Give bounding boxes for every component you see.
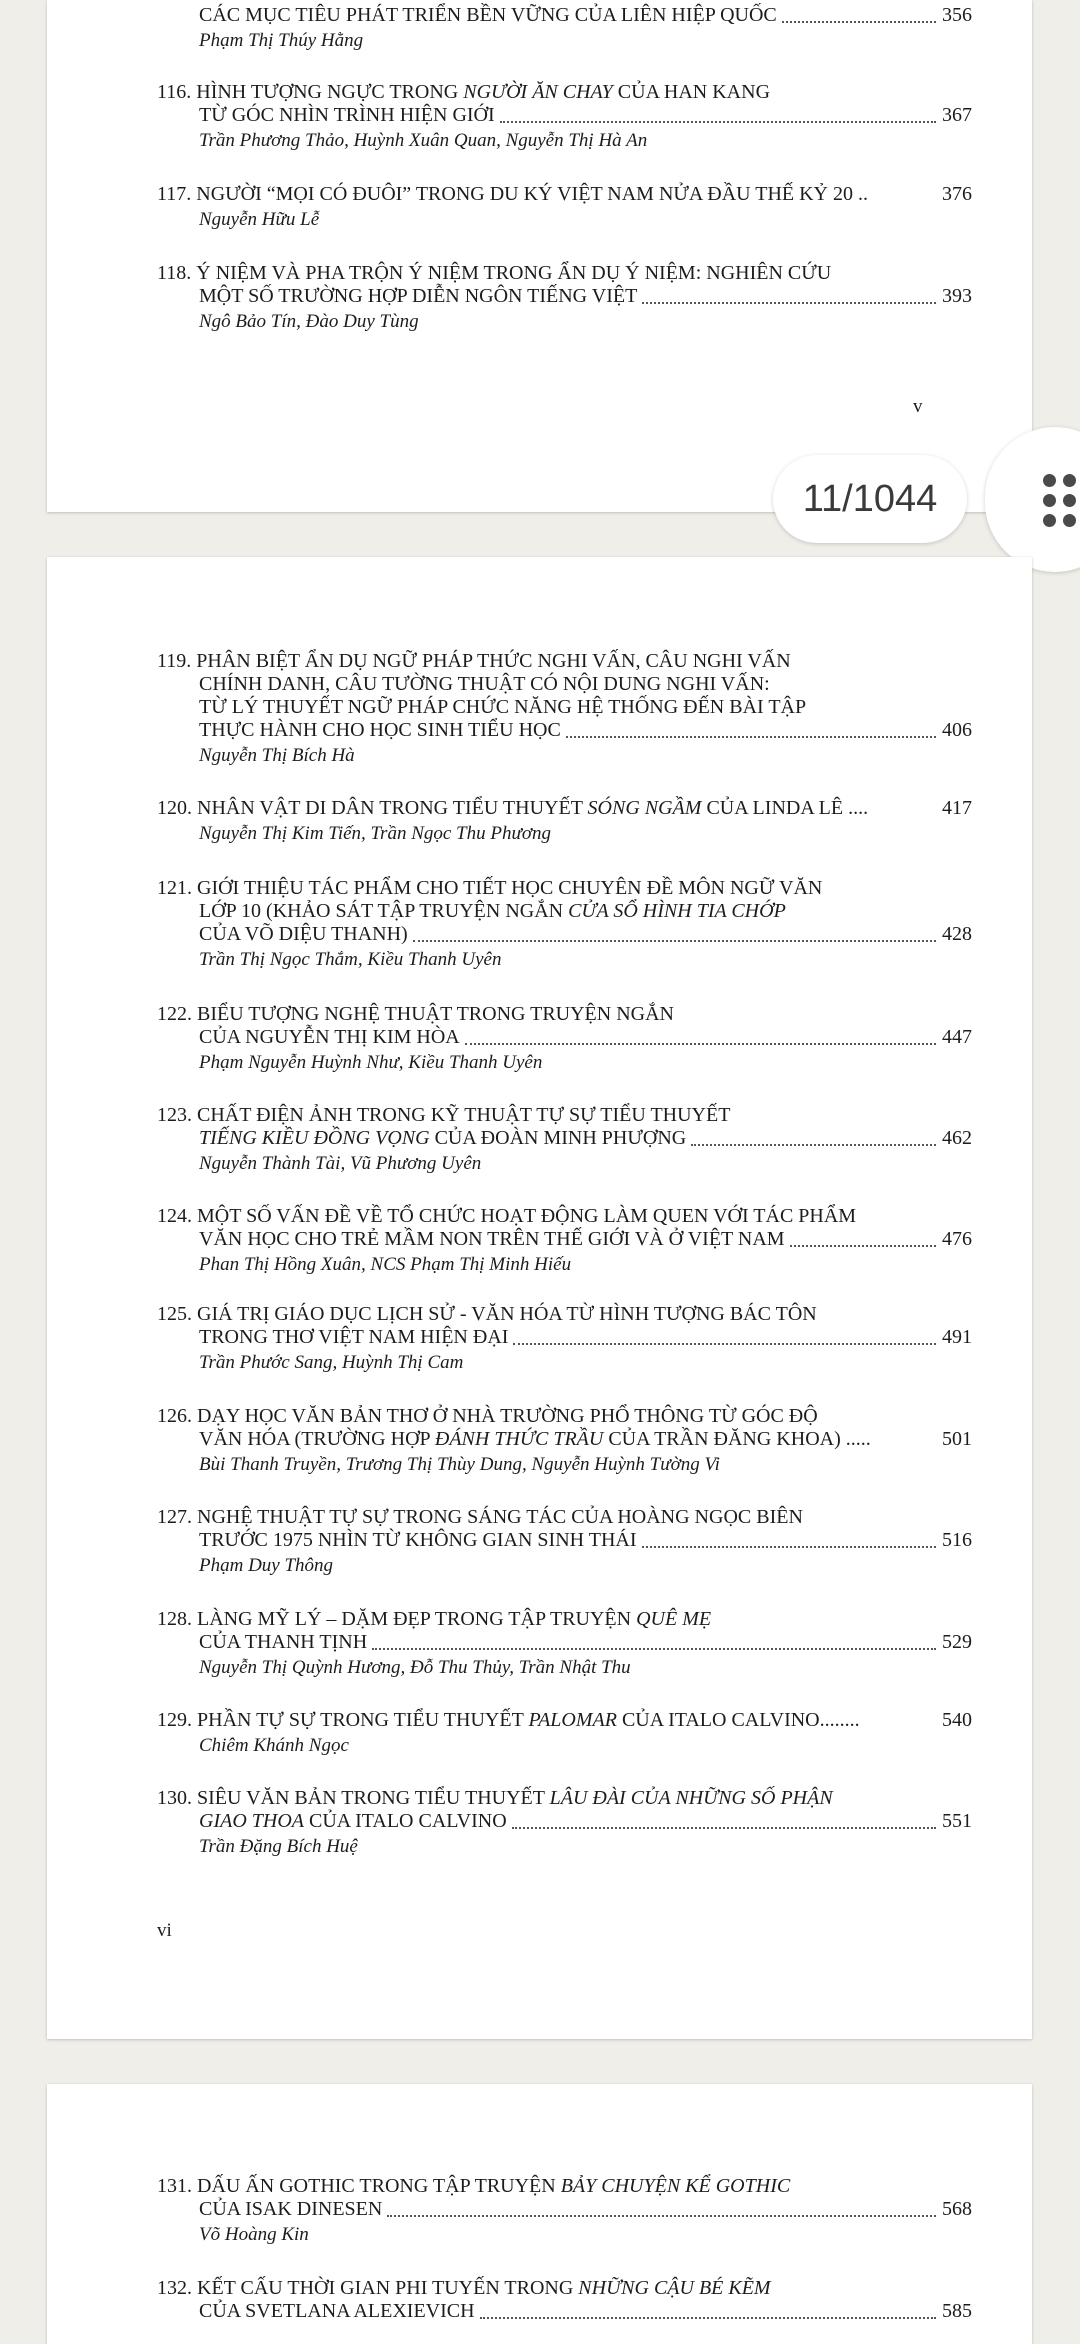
toc-title-line: 126. DẠY HỌC VĂN BẢN THƠ Ở NHÀ TRƯỜNG PHỔ THÔNG TỪ GÓC ĐỘ (157, 1405, 818, 1427)
toc-page-number: 376 (942, 183, 972, 205)
toc-title-line: 123. CHẤT ĐIỆN ẢNH TRONG KỸ THUẬT TỰ SỰ TIỂU THUYẾT (157, 1104, 731, 1126)
toc-authors: Nguyễn Thị Bích Hà (199, 745, 355, 766)
toc-italic-title: SÓNG NGẦM (587, 797, 702, 819)
toc-title-line: 128. LÀNG MỸ LÝ – DẶM ĐẸP TRONG TẬP TRUYỆN (157, 1608, 637, 1630)
toc-authors: Võ Hoàng Kin (199, 2224, 309, 2245)
toc-authors: Phạm Nguyễn Huỳnh Như, Kiều Thanh Uyên (199, 1052, 543, 1073)
toc-title-line: CỦA THANH TỊNH (199, 1631, 368, 1653)
toc-title-line: 121. GIỚI THIỆU TÁC PHẨM CHO TIẾT HỌC CHUYÊN ĐỀ MÔN NGỮ VĂN (157, 877, 823, 899)
toc-entry-124 (157, 1205, 972, 1277)
toc-title-line: MỘT SỐ TRƯỜNG HỢP DIỄN NGÔN TIẾNG VIỆT (199, 285, 638, 307)
toc-title-line: 132. KẾT CẤU THỜI GIAN PHI TUYẾN TRONG (157, 2277, 579, 2299)
toc-authors: Nguyễn Thị Quỳnh Hương, Đỗ Thu Thủy, Trần Nhật Thu (199, 1657, 631, 1678)
toc-authors: Phạm Thị Thúy Hằng (199, 30, 364, 51)
page-folio: vi (157, 1920, 172, 1941)
toc-title-tail: CỦA LINDA LÊ .... (701, 797, 869, 819)
toc-page-number: 447 (942, 1026, 972, 1048)
toc-authors: Nguyễn Thành Tài, Vũ Phương Uyên (199, 1153, 482, 1174)
toc-authors: Trần Phước Sang, Huỳnh Thị Cam (199, 1352, 464, 1373)
toc-title-line: CÁC MỤC TIÊU PHÁT TRIỂN BỀN VỮNG CỦA LIÊN HIỆP QUỐC (199, 4, 777, 26)
toc-entry-117 (157, 183, 972, 232)
toc-authors: Trần Đặng Bích Huệ (199, 1836, 358, 1857)
toc-italic-title: BẢY CHUYỆN KỂ GOTHIC (560, 2175, 791, 2197)
toc-entry-119 (157, 650, 972, 768)
toc-authors: Bùi Thanh Truyền, Trương Thị Thùy Dung, Nguyễn Huỳnh Tường Vi (199, 1454, 720, 1475)
toc-title-line: VĂN HÓA (TRƯỜNG HỢP (199, 1428, 435, 1450)
toc-title-line: LỚP 10 (KHẢO SÁT TẬP TRUYỆN NGẮN (199, 900, 569, 922)
toc-title-line: TRƯỚC 1975 NHÌN TỪ KHÔNG GIAN SINH THÁI (199, 1529, 637, 1551)
toc-page-number: 568 (942, 2198, 972, 2220)
toc-page-number: 516 (942, 1529, 972, 1551)
toc-title-line: TỪ LÝ THUYẾT NGỮ PHÁP CHỨC NĂNG HỆ THỐNG ĐẾN BÀI TẬP (199, 696, 807, 718)
toc-title-line: 117. NGƯỜI “MỌI CÓ ĐUÔI” TRONG DU KÝ VIỆT NAM NỬA ĐẦU THẾ KỶ 20 .. (157, 183, 868, 205)
toc-page-number: 367 (942, 104, 972, 126)
drag-handle-icon (1043, 474, 1077, 528)
toc-entry-123 (157, 1104, 972, 1176)
toc-page-number: 585 (942, 2300, 972, 2322)
toc-page-number: 540 (942, 1709, 972, 1731)
toc-authors: Nguyễn Hữu Lễ (199, 209, 320, 230)
toc-title-line: CHÍNH DANH, CÂU TƯỜNG THUẬT CÓ NỘI DUNG NGHI VẤN: (199, 673, 770, 695)
toc-entry-120 (157, 797, 972, 846)
toc-title-line: 130. SIÊU VĂN BẢN TRONG TIỂU THUYẾT (157, 1787, 550, 1809)
toc-page-number: 462 (942, 1127, 972, 1149)
toc-title-line: 122. BIỂU TƯỢNG NGHỆ THUẬT TRONG TRUYỆN NGẮN (157, 1003, 674, 1025)
toc-title-line: 129. PHẦN TỰ SỰ TRONG TIỂU THUYẾT (157, 1709, 529, 1731)
toc-title-line: 120. NHÂN VẬT DI DÂN TRONG TIỂU THUYẾT (157, 797, 588, 819)
toc-page-number: 356 (942, 4, 972, 26)
toc-title-line: CỦA SVETLANA ALEXIEVICH (199, 2300, 475, 2322)
toc-page-number: 551 (942, 1810, 972, 1832)
toc-entry-128 (157, 1608, 972, 1680)
toc-italic-title: CỬA SỔ HÌNH TIA CHỚP (568, 900, 786, 922)
toc-title-tail: CỦA HAN KANG (612, 81, 771, 103)
toc-title-line: CỦA NGUYỄN THỊ KIM HÒA (199, 1026, 460, 1048)
toc-entry-121 (157, 877, 972, 972)
document-page-11 (47, 557, 1032, 2039)
toc-italic-title: LÂU ĐÀI CỦA NHỮNG SỐ PHẬN (549, 1787, 833, 1809)
toc-italic-title: QUÊ MẸ (636, 1608, 712, 1630)
toc-title-line: 125. GIÁ TRỊ GIÁO DỤC LỊCH SỬ - VĂN HÓA TỪ HÌNH TƯỢNG BÁC TÔN (157, 1303, 817, 1325)
page-folio: v (913, 396, 923, 417)
toc-title-line: CỦA VÕ DIỆU THANH) (199, 923, 408, 945)
toc-italic-title: TIẾNG KIỀU ĐỒNG VỌNG (199, 1127, 430, 1149)
toc-title-line: VĂN HỌC CHO TRẺ MẦM NON TRÊN THẾ GIỚI VÀ Ở VIỆT NAM (199, 1228, 785, 1250)
toc-title-line: TRONG THƠ VIỆT NAM HIỆN ĐẠI (199, 1326, 509, 1348)
toc-italic-title-cont: GIAO THOA (199, 1810, 304, 1832)
toc-page-number: 529 (942, 1631, 972, 1653)
toc-entry-126 (157, 1405, 972, 1477)
toc-entry-125 (157, 1303, 972, 1375)
document-page-10 (47, 0, 1032, 512)
toc-authors: Phan Thị Hồng Xuân, NCS Phạm Thị Minh Hiếu (199, 1254, 572, 1275)
toc-page-number: 428 (942, 923, 972, 945)
toc-title-line: 119. PHÂN BIỆT ẨN DỤ NGỮ PHÁP THỨC NGHI VẤN, CÂU NGHI VẤN (157, 650, 791, 672)
toc-title-tail: CỦA ITALO CALVINO........ (616, 1709, 860, 1731)
toc-title-line: 127. NGHỆ THUẬT TỰ SỰ TRONG SÁNG TÁC CỦA HOÀNG NGỌC BIÊN (157, 1506, 803, 1528)
toc-title-line: TỪ GÓC NHÌN TRÌNH HIỆN GIỚI (199, 104, 495, 126)
toc-entry-122 (157, 1003, 972, 1075)
toc-authors: Trần Phương Thảo, Huỳnh Xuân Quan, Nguyễn Thị Hà An (199, 130, 648, 151)
toc-entry-115 (157, 4, 972, 53)
toc-italic-title: ĐÁNH THỨC TRẦU (434, 1428, 604, 1450)
toc-entry-118 (157, 262, 972, 334)
toc-authors: Phạm Duy Thông (199, 1555, 334, 1576)
toc-title-line: 131. DẤU ẤN GOTHIC TRONG TẬP TRUYỆN (157, 2175, 561, 2197)
page-indicator[interactable]: 11/1044 (773, 455, 967, 543)
toc-title-tail: CỦA ITALO CALVINO (304, 1810, 507, 1832)
toc-entry-132 (157, 2277, 972, 2323)
toc-title-line: CỦA ĐOÀN MINH PHƯỢNG (429, 1127, 687, 1149)
toc-italic-title: NHỮNG CẬU BÉ KẼM (578, 2277, 771, 2299)
toc-entry-129 (157, 1709, 972, 1758)
toc-authors: Chiêm Khánh Ngọc (199, 1735, 349, 1756)
toc-entry-116 (157, 81, 972, 153)
toc-entry-130 (157, 1787, 972, 1859)
toc-italic-title: NGƯỜI ĂN CHAY (463, 81, 613, 103)
toc-entry-131 (157, 2175, 972, 2247)
toc-title-line: 124. MỘT SỐ VẤN ĐỀ VỀ TỔ CHỨC HOẠT ĐỘNG LÀM QUEN VỚI TÁC PHẨM (157, 1205, 857, 1227)
document-page-12 (47, 2084, 1032, 2344)
toc-authors: Ngô Bảo Tín, Đào Duy Tùng (199, 311, 419, 332)
toc-authors: Nguyễn Thị Kim Tiến, Trần Ngọc Thu Phương (199, 823, 551, 844)
toc-title-line: CỦA ISAK DINESEN (199, 2198, 383, 2220)
toc-page-number: 501 (942, 1428, 972, 1450)
toc-authors: Trần Thị Ngọc Thắm, Kiều Thanh Uyên (199, 949, 502, 970)
toc-page-number: 393 (942, 285, 972, 307)
toc-title-line: 116. HÌNH TƯỢNG NGỰC TRONG (157, 81, 464, 103)
toc-title-line: 118. Ý NIỆM VÀ PHA TRỘN Ý NIỆM TRONG ẨN DỤ Ý NIỆM: NGHIÊN CỨU (157, 262, 832, 284)
toc-entry-127 (157, 1506, 972, 1578)
toc-page-number: 417 (942, 797, 972, 819)
toc-page-number: 406 (942, 719, 972, 741)
toc-page-number: 476 (942, 1228, 972, 1250)
toc-title-line: THỰC HÀNH CHO HỌC SINH TIỂU HỌC (199, 719, 561, 741)
toc-italic-title: PALOMAR (528, 1709, 617, 1731)
toc-page-number: 491 (942, 1326, 972, 1348)
toc-title-tail: CỦA TRẦN ĐĂNG KHOA) ..... (603, 1428, 871, 1450)
